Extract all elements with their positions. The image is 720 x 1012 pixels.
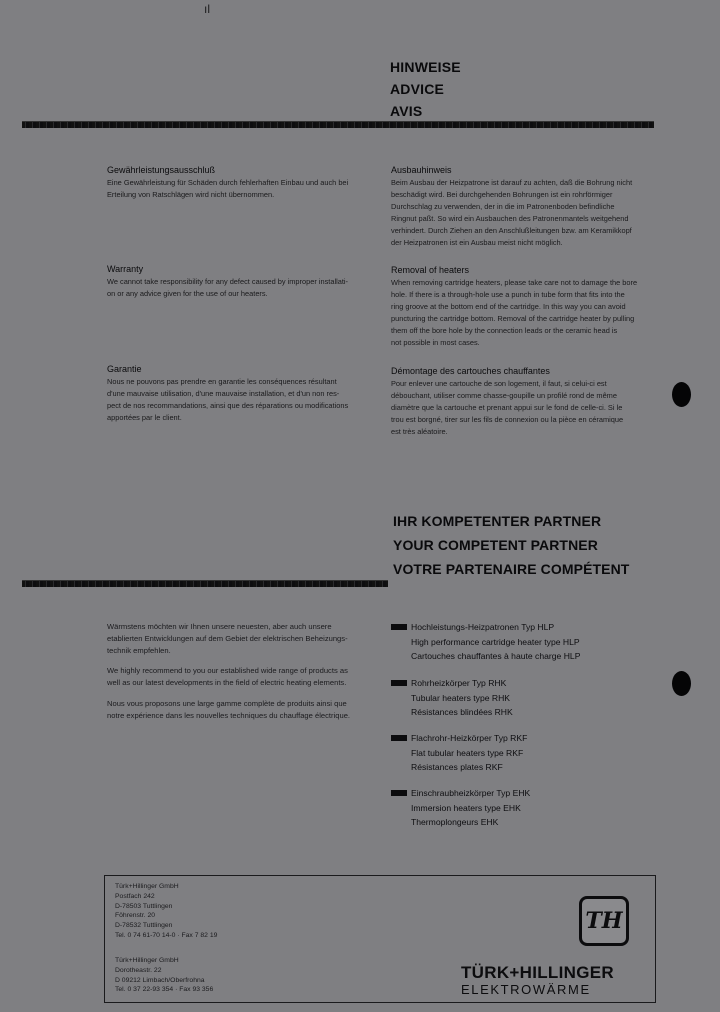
top-rule bbox=[22, 121, 654, 128]
heading-line-de: IHR KOMPETENTER PARTNER bbox=[393, 513, 602, 529]
scribble-mark: ıl bbox=[204, 2, 210, 16]
section-warranty bbox=[107, 264, 372, 300]
section-garantie bbox=[107, 364, 372, 424]
section-body: Nous ne pouvons pas prendre en garantie les conséquences résultant d'une mauvaise utilisation, d'une mauvaise installation, et d'un non res- pect de nos recommandations, ainsi que des réparations ou modifications apportées par le client. bbox=[107, 377, 349, 423]
address-block-tuttlingen bbox=[115, 882, 217, 941]
product-rkf bbox=[391, 731, 631, 775]
address-line: D-78532 Tuttlingen bbox=[115, 922, 173, 930]
address-line: D 09212 Limbach/Oberfrohna bbox=[115, 976, 205, 984]
partner-heading bbox=[393, 509, 629, 581]
product-line-fr: Résistances blindées RHK bbox=[411, 707, 513, 717]
product-line-en: High performance cartridge heater type HLP bbox=[411, 636, 580, 647]
product-ehk bbox=[391, 786, 631, 830]
section-title: Warranty bbox=[107, 264, 144, 274]
intro-paragraph-en: We highly recommend to you our established wide range of products as well as our latest developments in the field of electric heating elements. bbox=[107, 666, 348, 688]
product-line-fr: Thermoplongeurs EHK bbox=[411, 817, 499, 827]
intro-text bbox=[107, 621, 377, 731]
heading-line-en: ADVICE bbox=[390, 81, 445, 97]
section-gewaehrleistung bbox=[107, 165, 372, 201]
advice-heading bbox=[390, 56, 461, 122]
product-line-de: Flachrohr-Heizkörper Typ RKF bbox=[411, 733, 528, 743]
section-body: Pour enlever une cartouche de son logement, il faut, si celui-ci est débouchant, utiliser comme chasse-goupille un profilé rond de même diamètre que la cartouche et prenant appui sur le fond de celle-ci. Si le trou est borgné, tirer sur les fils de connexion ou la pièce en céramique est très aléatoire. bbox=[391, 379, 624, 437]
heading-line-fr: VOTRE PARTENAIRE COMPÉTENT bbox=[393, 561, 630, 577]
section-title: Démontage des cartouches chauffantes bbox=[391, 366, 550, 376]
address-line: Föhrenstr. 20 bbox=[115, 912, 156, 920]
intro-paragraph-de: Wärmstens möchten wir Ihnen unsere neuesten, aber auch unsere etablierten Entwicklungen auf dem Gebiet der elektrischen Beheizungs- technik empfehlen. bbox=[107, 622, 348, 655]
section-ausbauhinweis bbox=[391, 165, 653, 250]
address-line: Türk+Hillinger GmbH bbox=[115, 957, 179, 964]
section-title: Ausbauhinweis bbox=[391, 165, 452, 175]
product-line-en: Immersion heaters type EHK bbox=[411, 802, 521, 813]
product-line-fr: Résistances plates RKF bbox=[411, 762, 503, 772]
product-rhk bbox=[391, 676, 631, 720]
intro-paragraph-fr: Nous vous proposons une large gamme complète de produits ainsi que notre expérience dans les nouvelles techniques du chauffage électrique. bbox=[107, 698, 351, 720]
bullet-bar bbox=[391, 790, 407, 796]
brand-name: TÜRK+HILLINGER bbox=[461, 963, 614, 982]
address-box bbox=[104, 875, 656, 1003]
punch-hole bbox=[672, 382, 691, 407]
section-body: When removing cartridge heaters, please take care not to damage the bore hole. If there is a through-hole use a punch in tube form that fits into the ring groove at the bottom end of the cartridge. In this way you can avoid puncturing the cartridge bottom. Removal of the cartridge heater by pulling them off the bore hole by the connection leads or the ceramic head is not possible in most cases. bbox=[391, 278, 638, 348]
product-line-en: Flat tubular heaters type RKF bbox=[411, 747, 524, 758]
product-line-de: Einschraubheizkörper Typ EHK bbox=[411, 788, 531, 798]
address-line: Türk+Hillinger GmbH bbox=[115, 883, 179, 890]
address-block-limbach bbox=[115, 956, 213, 995]
section-body: We cannot take responsibility for any defect caused by improper installati- on or any advice given for the use of our heaters. bbox=[107, 277, 349, 299]
company-logo-icon bbox=[579, 896, 629, 946]
product-line-fr: Cartouches chauffantes à haute charge HLP bbox=[411, 651, 581, 661]
section-title: Garantie bbox=[107, 364, 142, 374]
product-line-de: Rohrheizkörper Typ RHK bbox=[411, 678, 507, 688]
bullet-bar bbox=[391, 680, 407, 686]
brand-subtitle: ELEKTROWÄRME bbox=[461, 982, 591, 997]
address-line: Tel. 0 74 61-70 14-0 · Fax 7 82 19 bbox=[115, 931, 218, 939]
heading-line-en: YOUR COMPETENT PARTNER bbox=[393, 537, 598, 553]
address-line: Tel. 0 37 22-93 354 · Fax 93 356 bbox=[115, 986, 214, 994]
section-demontage bbox=[391, 366, 653, 438]
product-line-de: Hochleistungs-Heizpatronen Typ HLP bbox=[411, 622, 555, 632]
section-body: Beim Ausbau der Heizpatrone ist darauf zu achten, daß die Bohrung nicht beschädigt wird. Bei durchgehenden Bohrungen ist ein rohrförmiger Durchschlag zu verwenden, der in die im Patronenboden befindliche Ringnut paßt. So wird ein Ausbauchen des Patronenmantels weitgehend verhindert. Durch Ziehen an den Anschlußleitungen bzw. am Keramikkopf der Heizpatronen ist ein Ausbau meist nicht möglich. bbox=[391, 178, 633, 248]
product-line-en: Tubular heaters type RHK bbox=[411, 692, 511, 703]
heading-line-fr: AVIS bbox=[390, 103, 423, 119]
product-hlp bbox=[391, 620, 631, 664]
bullet-bar bbox=[391, 624, 407, 630]
section-title: Gewährleistungsausschluß bbox=[107, 165, 216, 175]
section-body: Eine Gewährleistung für Schäden durch fehlerhaften Einbau und auch bei Erteilung von Ratschlägen wird nicht übernommen. bbox=[107, 178, 349, 200]
partner-rule bbox=[22, 580, 388, 587]
address-line: D-78503 Tuttlingen bbox=[115, 902, 173, 910]
section-title: Removal of heaters bbox=[391, 265, 470, 275]
section-removal bbox=[391, 265, 653, 350]
address-line: Postfach 242 bbox=[115, 892, 155, 900]
bullet-bar bbox=[391, 735, 407, 741]
logo-mark: TH bbox=[585, 908, 623, 934]
heading-line-de: HINWEISE bbox=[390, 59, 461, 75]
punch-hole bbox=[672, 671, 691, 696]
address-line: Dorotheastr. 22 bbox=[115, 966, 162, 974]
